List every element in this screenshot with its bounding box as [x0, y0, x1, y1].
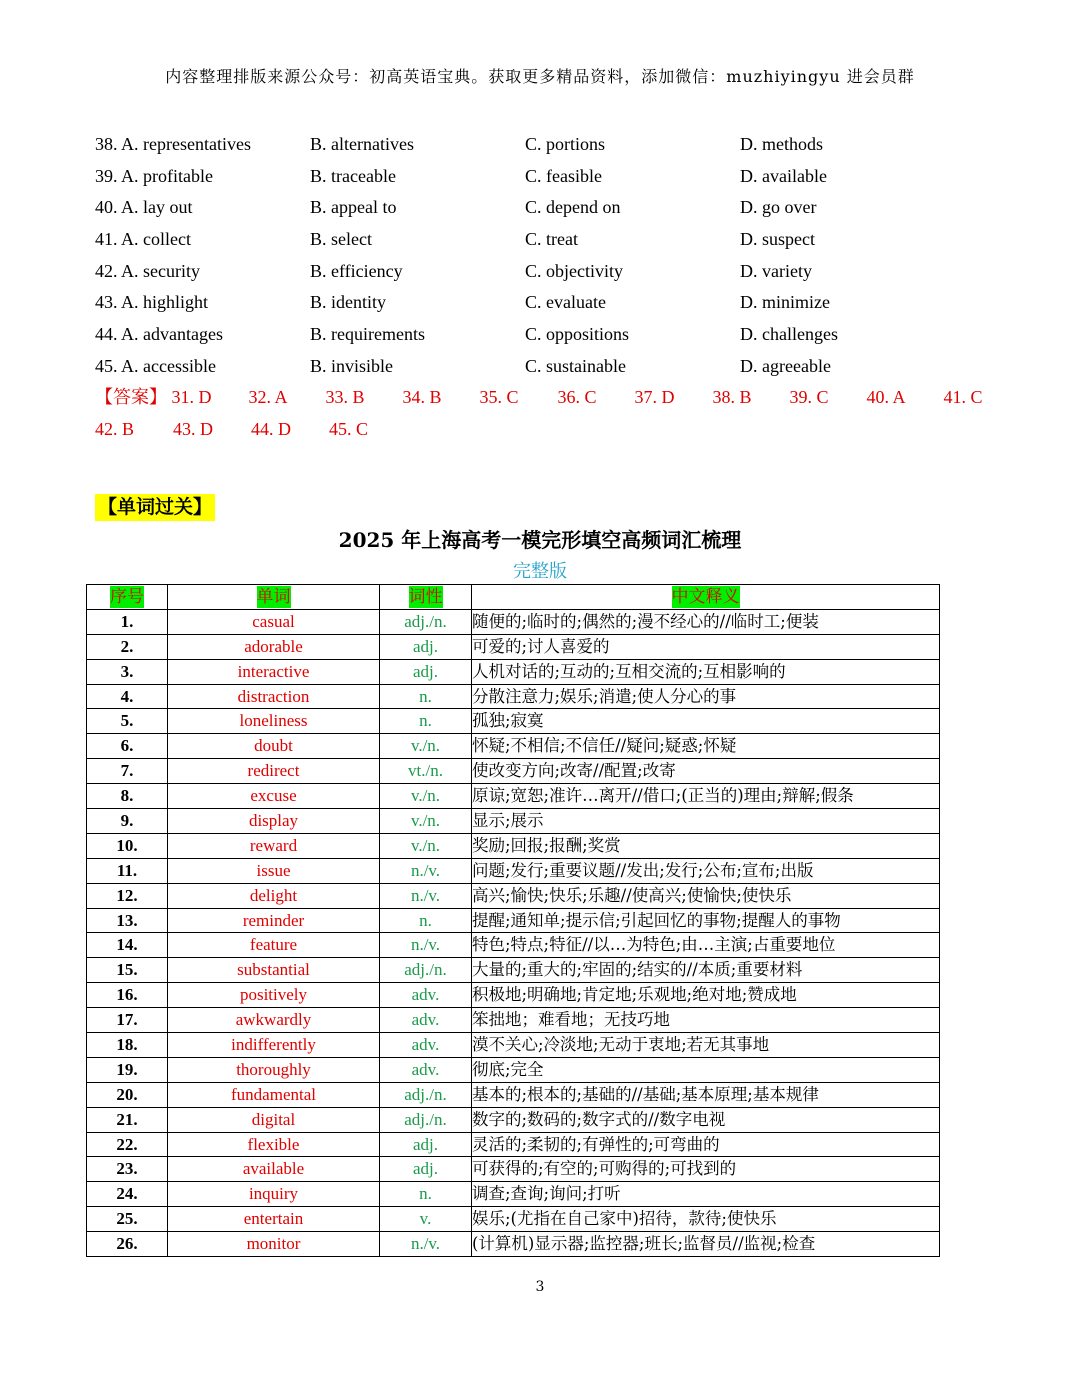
row-meaning: 数字的;数码的;数字式的//数字电视 [472, 1107, 940, 1132]
row-meaning: (计算机)显示器;监控器;班长;监督员//监视;检查 [472, 1232, 940, 1257]
table-row [87, 833, 940, 858]
row-index: 22. [87, 1132, 168, 1157]
option-c: C. sustainable [525, 355, 626, 376]
option-b: B. select [310, 229, 372, 250]
row-pos: adj. [380, 1157, 472, 1182]
row-index: 25. [87, 1207, 168, 1232]
row-meaning: 问题;发行;重要议题//发出;发行;公布;宣布;出版 [472, 858, 940, 883]
option-d: D. agreeable [740, 355, 831, 376]
table-row [87, 908, 940, 933]
row-pos: adj. [380, 1132, 472, 1157]
row-index: 7. [87, 759, 168, 784]
option-d: D. minimize [740, 292, 830, 313]
table-row [87, 609, 940, 634]
option-d: D. available [740, 165, 827, 186]
row-word: awkwardly [168, 1008, 380, 1033]
table-row [87, 883, 940, 908]
table-row [87, 809, 940, 834]
row-pos: adj./n. [380, 1082, 472, 1107]
row-index: 6. [87, 734, 168, 759]
row-word: doubt [168, 734, 380, 759]
row-word: delight [168, 883, 380, 908]
row-pos: n. [380, 709, 472, 734]
header-meaning: 中文释义 [472, 585, 940, 610]
answer-item: 37. D [634, 387, 675, 407]
row-pos: n. [380, 1182, 472, 1207]
row-word: available [168, 1157, 380, 1182]
row-meaning: 人机对话的;互动的;互相交流的;互相影响的 [472, 659, 940, 684]
table-row [87, 858, 940, 883]
row-index: 20. [87, 1082, 168, 1107]
row-word: display [168, 809, 380, 834]
row-meaning: 可爱的;讨人喜爱的 [472, 634, 940, 659]
row-index: 23. [87, 1157, 168, 1182]
row-meaning: 灵活的;柔韧的;有弹性的;可弯曲的 [472, 1132, 940, 1157]
row-word: issue [168, 858, 380, 883]
row-pos: adv. [380, 1057, 472, 1082]
option-row [95, 259, 995, 291]
option-d: D. methods [740, 134, 823, 154]
answer-item: 34. B [402, 387, 442, 407]
row-word: indifferently [168, 1033, 380, 1058]
table-row [87, 1082, 940, 1107]
option-b: B. requirements [310, 324, 425, 345]
row-index: 1. [87, 609, 168, 634]
row-index: 26. [87, 1232, 168, 1257]
option-a: 38. A. representatives [95, 134, 251, 154]
answer-item: 36. C [557, 387, 597, 407]
option-a: 45. A. accessible [95, 355, 216, 376]
option-row [95, 195, 995, 227]
row-word: inquiry [168, 1182, 380, 1207]
answer-line-2 [95, 417, 1004, 449]
option-a: 41. A. collect [95, 229, 191, 250]
row-index: 5. [87, 709, 168, 734]
option-d: D. suspect [740, 229, 815, 250]
row-pos: v./n. [380, 809, 472, 834]
table-row [87, 1232, 940, 1257]
row-meaning: 怀疑;不相信;不信任//疑问;疑惑;怀疑 [472, 734, 940, 759]
row-word: digital [168, 1107, 380, 1132]
option-d: D. challenges [740, 324, 838, 345]
option-c: C. feasible [525, 165, 602, 186]
option-b: B. appeal to [310, 197, 397, 218]
answer-item: 32. A [248, 387, 288, 407]
row-pos: vt./n. [380, 759, 472, 784]
option-row [95, 132, 995, 164]
option-a: 44. A. advantages [95, 324, 223, 345]
option-c: C. portions [525, 134, 606, 154]
table-row [87, 1132, 940, 1157]
row-word: positively [168, 983, 380, 1008]
page-header: 内容整理排版来源公众号：初高英语宝典。获取更多精品资料，添加微信：muzhiyingyu 进会员群 [165, 67, 915, 86]
table-row [87, 634, 940, 659]
header-index: 序号 [87, 585, 168, 610]
row-meaning: 彻底;完全 [472, 1057, 940, 1082]
answer-item: 45. C [329, 419, 369, 439]
row-pos: adj./n. [380, 958, 472, 983]
row-index: 19. [87, 1057, 168, 1082]
table-row [87, 709, 940, 734]
row-pos: n./v. [380, 858, 472, 883]
option-b: B. invisible [310, 355, 394, 376]
row-pos: n. [380, 684, 472, 709]
row-pos: adj./n. [380, 1107, 472, 1132]
answer-item: 31. D [171, 387, 212, 407]
row-index: 17. [87, 1008, 168, 1033]
answer-key [95, 385, 1004, 449]
header-word: 单词 [168, 585, 380, 610]
table-row [87, 1207, 940, 1232]
row-meaning: 笨拙地；难看地；无技巧地 [472, 1008, 940, 1033]
row-word: substantial [168, 958, 380, 983]
row-meaning: 提醒;通知单;提示信;引起回忆的事物;提醒人的事物 [472, 908, 940, 933]
options-list [95, 132, 995, 386]
option-c: C. depend on [525, 197, 621, 218]
option-row [95, 322, 995, 354]
row-word: redirect [168, 759, 380, 784]
row-pos: adv. [380, 1033, 472, 1058]
table-row [87, 933, 940, 958]
option-c: C. objectivity [525, 260, 623, 281]
row-index: 12. [87, 883, 168, 908]
option-c: C. evaluate [525, 292, 606, 313]
row-word: interactive [168, 659, 380, 684]
row-pos: adj./n. [380, 609, 472, 634]
row-index: 21. [87, 1107, 168, 1132]
row-meaning: 娱乐;(尤指在自己家中)招待，款待;使快乐 [472, 1207, 940, 1232]
option-a: 40. A. lay out [95, 197, 193, 218]
answer-item: 35. C [479, 387, 519, 407]
option-b: B. alternatives [310, 134, 414, 154]
row-index: 13. [87, 908, 168, 933]
answer-item: 38. B [712, 387, 752, 407]
row-index: 8. [87, 784, 168, 809]
row-meaning: 可获得的;有空的;可购得的;可找到的 [472, 1157, 940, 1182]
answer-line-1 [95, 385, 1004, 417]
page-title: 2025 年上海高考一模完形填空高频词汇梳理 [338, 528, 742, 552]
option-b: B. efficiency [310, 260, 403, 281]
row-pos: v. [380, 1207, 472, 1232]
row-pos: adj. [380, 659, 472, 684]
option-c: C. oppositions [525, 324, 630, 345]
row-pos: n./v. [380, 933, 472, 958]
answer-label: 【答案】 [95, 387, 167, 407]
row-pos: v./n. [380, 784, 472, 809]
row-meaning: 孤独;寂寞 [472, 709, 940, 734]
option-d: D. go over [740, 197, 817, 218]
option-c: C. treat [525, 229, 578, 250]
row-word: casual [168, 609, 380, 634]
row-index: 2. [87, 634, 168, 659]
row-meaning: 分散注意力;娱乐;消遣;使人分心的事 [472, 684, 940, 709]
page-number: 3 [535, 1279, 545, 1295]
option-a: 42. A. security [95, 260, 200, 281]
row-meaning: 奖励;回报;报酬;奖赏 [472, 833, 940, 858]
row-meaning: 大量的;重大的;牢固的;结实的//本质;重要材料 [472, 958, 940, 983]
answer-item: 41. C [943, 387, 983, 407]
row-meaning: 特色;特点;特征//以…为特色;由…主演;占重要地位 [472, 933, 940, 958]
table-row [87, 983, 940, 1008]
row-pos: adv. [380, 983, 472, 1008]
row-pos: n./v. [380, 883, 472, 908]
table-row [87, 958, 940, 983]
row-pos: adj. [380, 634, 472, 659]
row-meaning: 使改变方向;改寄//配置;改寄 [472, 759, 940, 784]
table-row [87, 684, 940, 709]
row-index: 16. [87, 983, 168, 1008]
row-word: flexible [168, 1132, 380, 1157]
table-row [87, 1182, 940, 1207]
row-word: reminder [168, 908, 380, 933]
option-row [95, 354, 995, 386]
row-index: 9. [87, 809, 168, 834]
row-word: reward [168, 833, 380, 858]
table-row [87, 1033, 940, 1058]
row-meaning: 积极地;明确地;肯定地;乐观地;绝对地;赞成地 [472, 983, 940, 1008]
answer-item: 44. D [251, 419, 291, 439]
row-index: 11. [87, 858, 168, 883]
row-word: entertain [168, 1207, 380, 1232]
table-row [87, 659, 940, 684]
row-meaning: 原谅;宽恕;准许…离开//借口;(正当的)理由;辩解;假条 [472, 784, 940, 809]
answer-item: 42. B [95, 419, 135, 439]
row-index: 10. [87, 833, 168, 858]
row-meaning: 随便的;临时的;偶然的;漫不经心的//临时工;便装 [472, 609, 940, 634]
row-pos: v./n. [380, 833, 472, 858]
row-meaning: 显示;展示 [472, 809, 940, 834]
table-row [87, 1008, 940, 1033]
row-index: 24. [87, 1182, 168, 1207]
page-subtitle: 完整版 [513, 561, 567, 582]
row-word: monitor [168, 1232, 380, 1257]
row-pos: adv. [380, 1008, 472, 1033]
row-index: 3. [87, 659, 168, 684]
option-a: 43. A. highlight [95, 292, 209, 313]
row-meaning: 调查;查询;询问;打听 [472, 1182, 940, 1207]
row-index: 18. [87, 1033, 168, 1058]
table-row [87, 1107, 940, 1132]
row-pos: v./n. [380, 734, 472, 759]
row-meaning: 基本的;根本的;基础的//基础;基本原理;基本规律 [472, 1082, 940, 1107]
row-word: fundamental [168, 1082, 380, 1107]
header-pos: 词性 [380, 585, 472, 610]
answer-item: 39. C [789, 387, 829, 407]
section-badge: 【单词过关】 [95, 494, 215, 521]
table-row [87, 1157, 940, 1182]
answer-item: 43. D [173, 419, 213, 439]
table-header-row [87, 585, 940, 610]
row-pos: n./v. [380, 1232, 472, 1257]
vocab-table [86, 584, 940, 1257]
option-b: B. traceable [310, 165, 396, 186]
table-row [87, 1057, 940, 1082]
row-meaning: 高兴;愉快;快乐;乐趣//使高兴;使愉快;使快乐 [472, 883, 940, 908]
row-index: 14. [87, 933, 168, 958]
table-row [87, 759, 940, 784]
row-word: excuse [168, 784, 380, 809]
row-word: loneliness [168, 709, 380, 734]
row-index: 15. [87, 958, 168, 983]
row-word: adorable [168, 634, 380, 659]
option-row [95, 290, 995, 322]
option-row [95, 227, 995, 259]
row-word: feature [168, 933, 380, 958]
table-row [87, 734, 940, 759]
row-pos: n. [380, 908, 472, 933]
option-row [95, 164, 995, 196]
row-word: distraction [168, 684, 380, 709]
option-a: 39. A. profitable [95, 165, 213, 186]
row-word: thoroughly [168, 1057, 380, 1082]
answer-item: 40. A [866, 387, 906, 407]
option-d: D. variety [740, 260, 812, 281]
row-meaning: 漠不关心;冷淡地;无动于衷地;若无其事地 [472, 1033, 940, 1058]
option-b: B. identity [310, 292, 386, 313]
table-row [87, 784, 940, 809]
row-index: 4. [87, 684, 168, 709]
answer-item: 33. B [325, 387, 365, 407]
